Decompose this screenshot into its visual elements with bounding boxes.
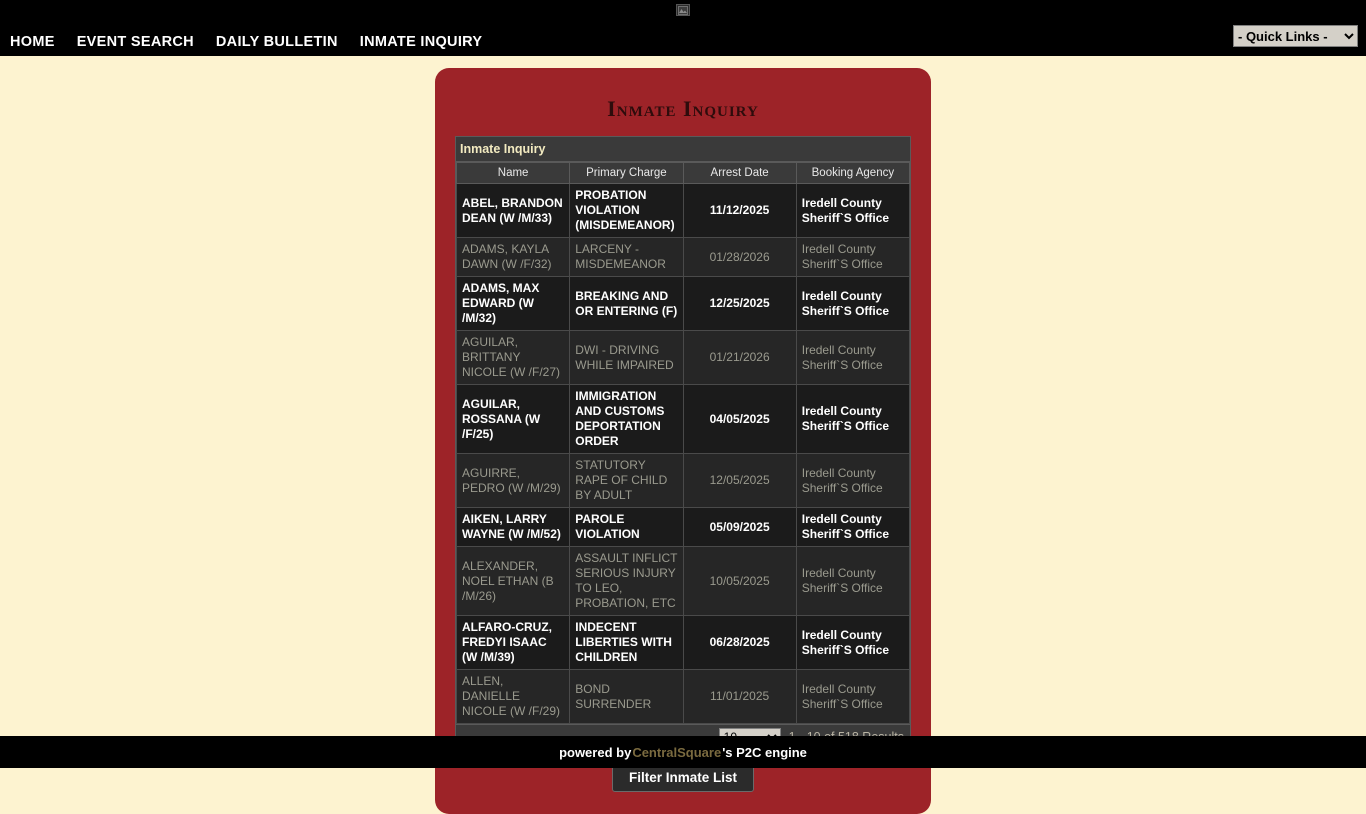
cell-charge: LARCENY - MISDEMEANOR bbox=[570, 238, 683, 277]
table-header-row bbox=[457, 163, 910, 184]
cell-charge: BREAKING AND OR ENTERING (F) bbox=[570, 277, 683, 331]
cell-agency: Iredell County Sheriff`S Office bbox=[796, 238, 909, 277]
cell-name: ALEXANDER, NOEL ETHAN (B /M/26) bbox=[457, 547, 570, 616]
cell-name: ADAMS, KAYLA DAWN (W /F/32) bbox=[457, 238, 570, 277]
broken-image-icon bbox=[676, 4, 690, 16]
table-row[interactable] bbox=[457, 508, 910, 547]
cell-name: AIKEN, LARRY WAYNE (W /M/52) bbox=[457, 508, 570, 547]
column-header-name[interactable]: Name bbox=[457, 163, 570, 184]
table-row[interactable] bbox=[457, 547, 910, 616]
table-row[interactable] bbox=[457, 277, 910, 331]
cell-name: AGUIRRE, PEDRO (W /M/29) bbox=[457, 454, 570, 508]
cell-date: 11/01/2025 bbox=[683, 670, 796, 724]
cell-name: ADAMS, MAX EDWARD (W /M/32) bbox=[457, 277, 570, 331]
cell-charge: STATUTORY RAPE OF CHILD BY ADULT bbox=[570, 454, 683, 508]
cell-date: 05/09/2025 bbox=[683, 508, 796, 547]
cell-charge: IMMIGRATION AND CUSTOMS DEPORTATION ORDER bbox=[570, 385, 683, 454]
cell-agency: Iredell County Sheriff`S Office bbox=[796, 547, 909, 616]
cell-date: 04/05/2025 bbox=[683, 385, 796, 454]
footer-suffix: 's P2C engine bbox=[722, 744, 807, 760]
cell-date: 12/05/2025 bbox=[683, 454, 796, 508]
cell-name: AGUILAR, ROSSANA (W /F/25) bbox=[457, 385, 570, 454]
column-header-arrest-date[interactable]: Arrest Date bbox=[683, 163, 796, 184]
cell-charge: ASSAULT INFLICT SERIOUS INJURY TO LEO, PROBATION, ETC bbox=[570, 547, 683, 616]
cell-name: ABEL, BRANDON DEAN (W /M/33) bbox=[457, 184, 570, 238]
cell-name: ALLEN, DANIELLE NICOLE (W /F/29) bbox=[457, 670, 570, 724]
cell-agency: Iredell County Sheriff`S Office bbox=[796, 454, 909, 508]
quick-links-select[interactable] bbox=[1233, 25, 1358, 47]
footer-brand[interactable]: CentralSquare bbox=[632, 744, 722, 760]
cell-name: AGUILAR, BRITTANY NICOLE (W /F/27) bbox=[457, 331, 570, 385]
top-navigation-bar bbox=[0, 0, 1366, 56]
cell-name: ALFARO-CRUZ, FREDYI ISAAC (W /M/39) bbox=[457, 616, 570, 670]
nav-inmate-inquiry[interactable]: INMATE INQUIRY bbox=[359, 34, 483, 50]
table-row[interactable] bbox=[457, 616, 910, 670]
nav-home[interactable]: HOME bbox=[10, 34, 55, 50]
cell-agency: Iredell County Sheriff`S Office bbox=[796, 616, 909, 670]
cell-agency: Iredell County Sheriff`S Office bbox=[796, 670, 909, 724]
page-body bbox=[0, 56, 1366, 785]
table-row[interactable] bbox=[457, 331, 910, 385]
inmate-grid bbox=[455, 136, 911, 749]
page-title: Inmate Inquiry bbox=[607, 96, 759, 121]
main-nav bbox=[0, 28, 504, 56]
cell-date: 12/25/2025 bbox=[683, 277, 796, 331]
cell-date: 01/28/2026 bbox=[683, 238, 796, 277]
cell-charge: DWI - DRIVING WHILE IMPAIRED bbox=[570, 331, 683, 385]
table-row[interactable] bbox=[457, 238, 910, 277]
footer-prefix: powered by bbox=[559, 744, 632, 760]
cell-date: 01/21/2026 bbox=[683, 331, 796, 385]
cell-agency: Iredell County Sheriff`S Office bbox=[796, 184, 909, 238]
table-row[interactable] bbox=[457, 454, 910, 508]
inmate-table bbox=[456, 162, 910, 724]
cell-agency: Iredell County Sheriff`S Office bbox=[796, 277, 909, 331]
table-row[interactable] bbox=[457, 184, 910, 238]
footer-bar bbox=[0, 736, 1366, 768]
column-header-primary-charge[interactable]: Primary Charge bbox=[570, 163, 683, 184]
cell-date: 10/05/2025 bbox=[683, 547, 796, 616]
grid-caption: Inmate Inquiry bbox=[456, 137, 910, 162]
inmate-inquiry-panel bbox=[435, 68, 931, 814]
cell-agency: Iredell County Sheriff`S Office bbox=[796, 508, 909, 547]
filter-inmate-list-button[interactable]: Filter Inmate List bbox=[612, 763, 754, 792]
cell-agency: Iredell County Sheriff`S Office bbox=[796, 385, 909, 454]
cell-charge: BOND SURRENDER bbox=[570, 670, 683, 724]
cell-date: 06/28/2025 bbox=[683, 616, 796, 670]
nav-event-search[interactable]: EVENT SEARCH bbox=[76, 34, 194, 50]
cell-charge: INDECENT LIBERTIES WITH CHILDREN bbox=[570, 616, 683, 670]
cell-charge: PAROLE VIOLATION bbox=[570, 508, 683, 547]
table-row[interactable] bbox=[457, 385, 910, 454]
cell-date: 11/12/2025 bbox=[683, 184, 796, 238]
cell-charge: PROBATION VIOLATION (MISDEMEANOR) bbox=[570, 184, 683, 238]
column-header-booking-agency[interactable]: Booking Agency bbox=[796, 163, 909, 184]
table-row[interactable] bbox=[457, 670, 910, 724]
nav-daily-bulletin[interactable]: DAILY BULLETIN bbox=[215, 34, 338, 50]
cell-agency: Iredell County Sheriff`S Office bbox=[796, 331, 909, 385]
